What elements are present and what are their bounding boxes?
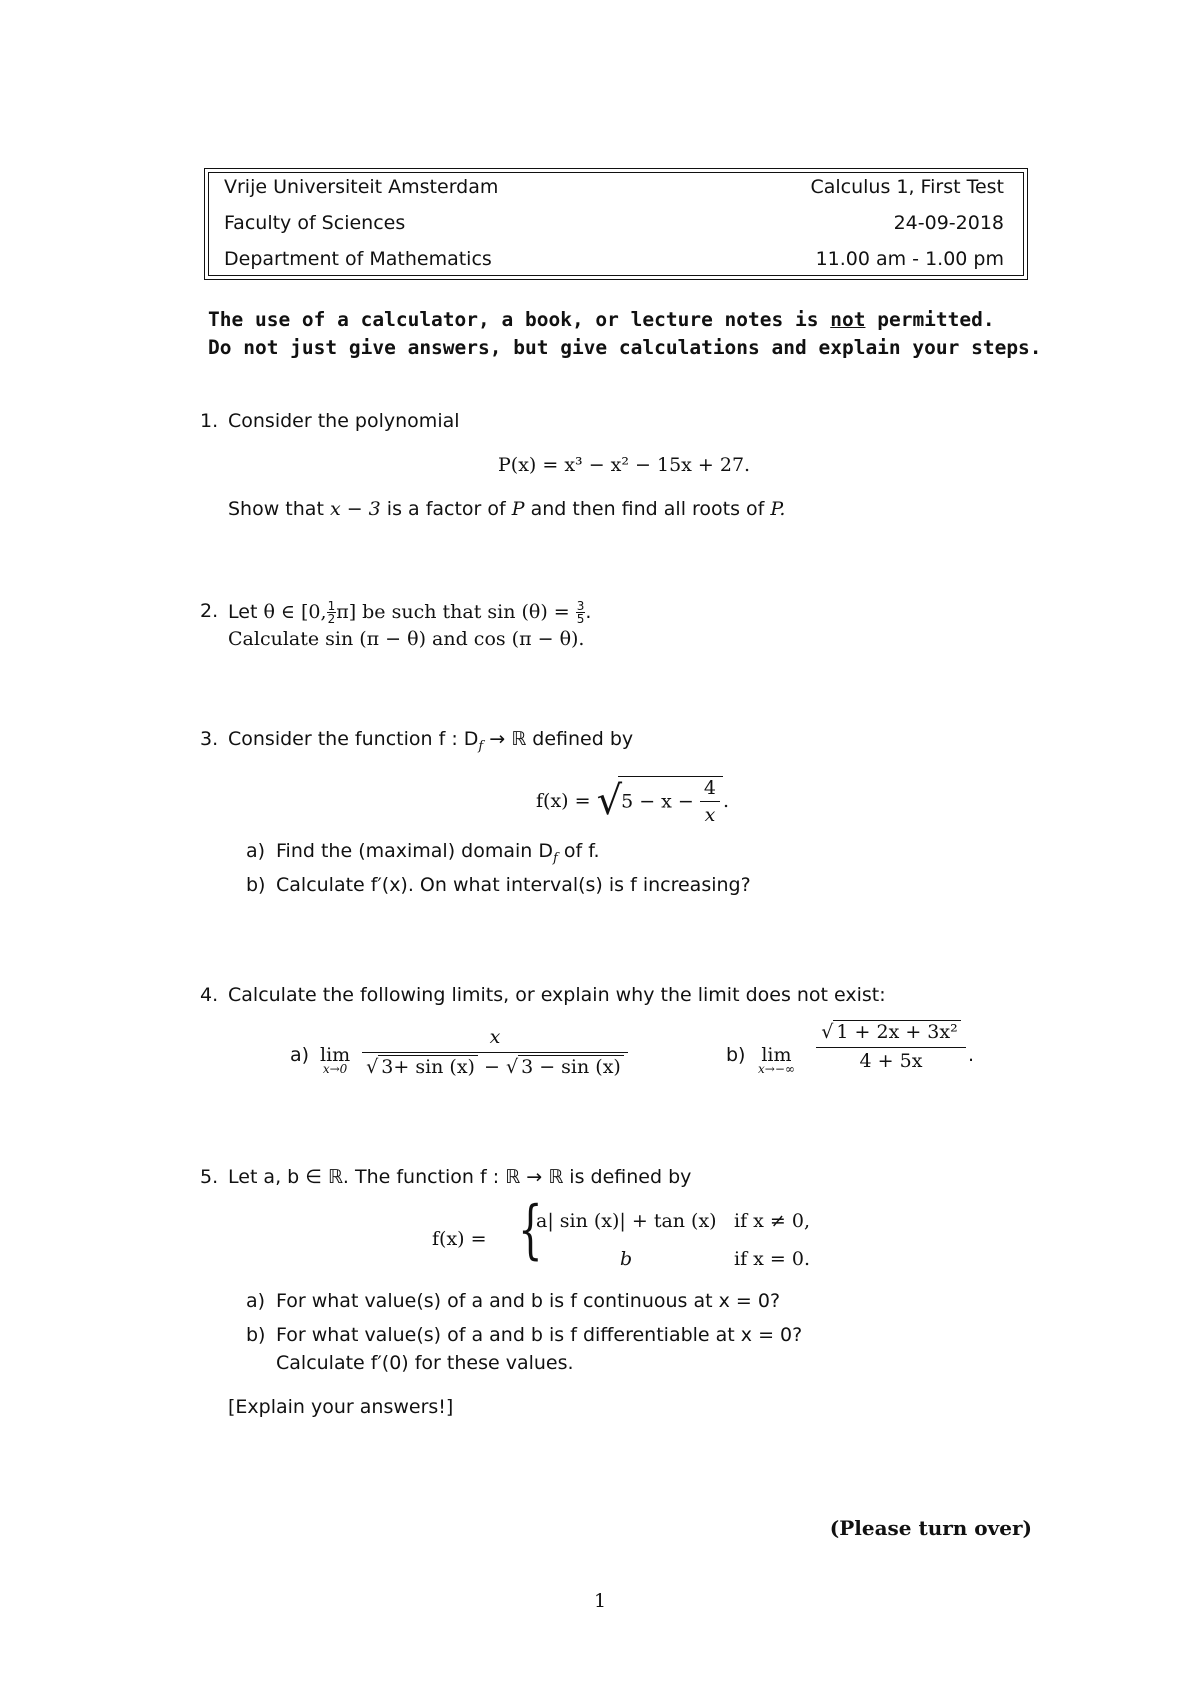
q5-intro: Let a, b ∈ ℝ. The function f : ℝ → ℝ is defined by	[228, 1166, 692, 1188]
q2-half-den: 2	[327, 612, 336, 626]
q1-p: P	[511, 498, 525, 520]
q1-number: 1.	[200, 410, 219, 432]
q3-formula: f(x) = √5 − x − $\frac{4}{x}$ .	[536, 777, 730, 826]
q4-a-lim-sub: x→0	[322, 1062, 348, 1076]
sqrt-icon: √	[596, 778, 623, 824]
header-date: 24-09-2018	[893, 212, 1004, 234]
q2-half-num: 1	[327, 599, 336, 613]
header-faculty: Faculty of Sciences	[224, 212, 406, 234]
header-department: Department of Mathematics	[224, 248, 492, 270]
sqrt-icon: √	[505, 1056, 519, 1078]
q3-a-text: Find the (maximal) domain D	[276, 840, 553, 862]
q2-let: Let	[228, 601, 258, 623]
q3-frac-den: x	[704, 804, 716, 826]
q2-val-num: 3	[576, 599, 585, 613]
q4-b-lim	[758, 1044, 795, 1076]
q3-frac-num: 4	[700, 777, 720, 802]
q4-b-den: 4 + 5x	[859, 1050, 923, 1072]
q2-val-den: 5	[576, 612, 585, 626]
q4-a-fraction	[362, 1026, 628, 1078]
q4-b-lim-sub: x→−∞	[758, 1062, 795, 1076]
q4-b-label: b)	[726, 1044, 746, 1066]
q3-b-label: b)	[246, 874, 266, 896]
q5-lhs: f(x) =	[432, 1228, 487, 1250]
q5-number: 5.	[200, 1166, 219, 1188]
q3-b-text: Calculate f′(x). On what interval(s) is f increasing?	[276, 874, 751, 896]
q3-intro-text-2: → ℝ defined by	[489, 728, 634, 750]
q4-b-num-text: 1 + 2x + 3x²	[833, 1020, 960, 1043]
q4-b-lim-text: lim	[761, 1044, 792, 1066]
q4-number: 4.	[200, 984, 219, 1006]
q1-factor: x − 3	[329, 498, 381, 520]
q4-a-den	[362, 1053, 628, 1078]
q1-task-text-2: is a factor of	[386, 498, 506, 520]
q1-task	[228, 498, 785, 520]
brace-icon: {	[518, 1193, 543, 1267]
q2-number: 2.	[200, 600, 219, 622]
q3-radicand	[618, 776, 723, 826]
q1-p-2: P.	[770, 498, 786, 520]
instruction-permitted: permitted.	[877, 308, 995, 331]
q1-task-text: Show that	[228, 498, 324, 520]
q3-rad-text: 5 − x −	[621, 790, 694, 813]
q4-b-num	[816, 1020, 966, 1048]
q5-cond-1: if x ≠ 0,	[734, 1210, 810, 1232]
q5-b-text-2: Calculate f′(0) for these values.	[276, 1352, 574, 1374]
header-time: 11.00 am - 1.00 pm	[815, 248, 1004, 270]
q4-a-den-2: 3 − sin (x)	[518, 1055, 624, 1078]
q3-inner-fraction	[700, 777, 720, 826]
q3-number: 3.	[200, 728, 219, 750]
q5-note: [Explain your answers!]	[228, 1396, 454, 1418]
q2-condition: Let θ ∈ [0, $\frac{1}{2}$ π] be such that sin (θ) = $\frac{3}{5}$ .	[228, 599, 592, 626]
q4-intro: Calculate the following limits, or explain why the limit does not exist:	[228, 984, 886, 1006]
q5-cond-2: if x = 0.	[734, 1248, 810, 1270]
instruction-line-2: Do not just give answers, but give calculations and explain your steps.	[208, 336, 1042, 359]
q5-case-2: b	[620, 1248, 633, 1270]
q4-a-num: x	[362, 1026, 628, 1053]
q5-b-text: For what value(s) of a and b is f differentiable at x = 0?	[276, 1324, 803, 1346]
q4-a-den-minus: −	[484, 1056, 500, 1078]
q3-a-text-2: of f.	[563, 840, 600, 862]
q3-lhs: f(x) =	[536, 790, 591, 812]
sqrt-icon: √	[366, 1056, 379, 1078]
q1-intro: Consider the polynomial	[228, 410, 460, 432]
q5-a-text: For what value(s) of a and b is f continuous at x = 0?	[276, 1290, 781, 1312]
q2-value-fraction	[576, 600, 586, 625]
instruction-not: not	[830, 308, 866, 331]
q4-a-lim	[320, 1044, 350, 1076]
q2-calc: Calculate sin (π − θ) and cos (π − θ).	[228, 628, 585, 650]
q3-a-sub: f	[552, 850, 558, 866]
q1-formula: P(x) = x³ − x² − 15x + 27.	[498, 454, 751, 476]
page-number: 1	[594, 1590, 607, 1612]
q5-case-1: a| sin (x)| + tan (x)	[536, 1210, 717, 1232]
q4-a-den-1: 3+ sin (x)	[378, 1055, 478, 1078]
turn-over: (Please turn over)	[829, 1516, 1032, 1540]
q2-sin: π] be such that sin (θ) =	[336, 601, 570, 623]
header-course: Calculus 1, First Test	[810, 176, 1004, 198]
q5-b-label: b)	[246, 1324, 266, 1346]
sqrt-icon: √	[821, 1021, 834, 1043]
q1-task-text-3: and then find all roots of	[530, 498, 765, 520]
q2-half-fraction	[327, 600, 337, 625]
q4-b-fraction	[816, 1020, 966, 1072]
q3-intro-text: Consider the function f : D	[228, 728, 479, 750]
q4-a-label: a)	[290, 1044, 310, 1066]
q2-interval: θ ∈ [0,	[263, 601, 327, 623]
q3-intro-sub: f	[478, 738, 484, 754]
q3-a	[276, 840, 600, 866]
q3-intro	[228, 728, 633, 754]
header-university: Vrije Universiteit Amsterdam	[224, 176, 499, 198]
instruction-line-1	[208, 308, 995, 331]
q4-b-period: .	[968, 1044, 975, 1066]
instruction-text: The use of a calculator, a book, or lecture notes is	[208, 308, 819, 331]
q4-a-lim-text: lim	[320, 1044, 351, 1066]
q5-a-label: a)	[246, 1290, 266, 1312]
q3-a-label: a)	[246, 840, 266, 862]
